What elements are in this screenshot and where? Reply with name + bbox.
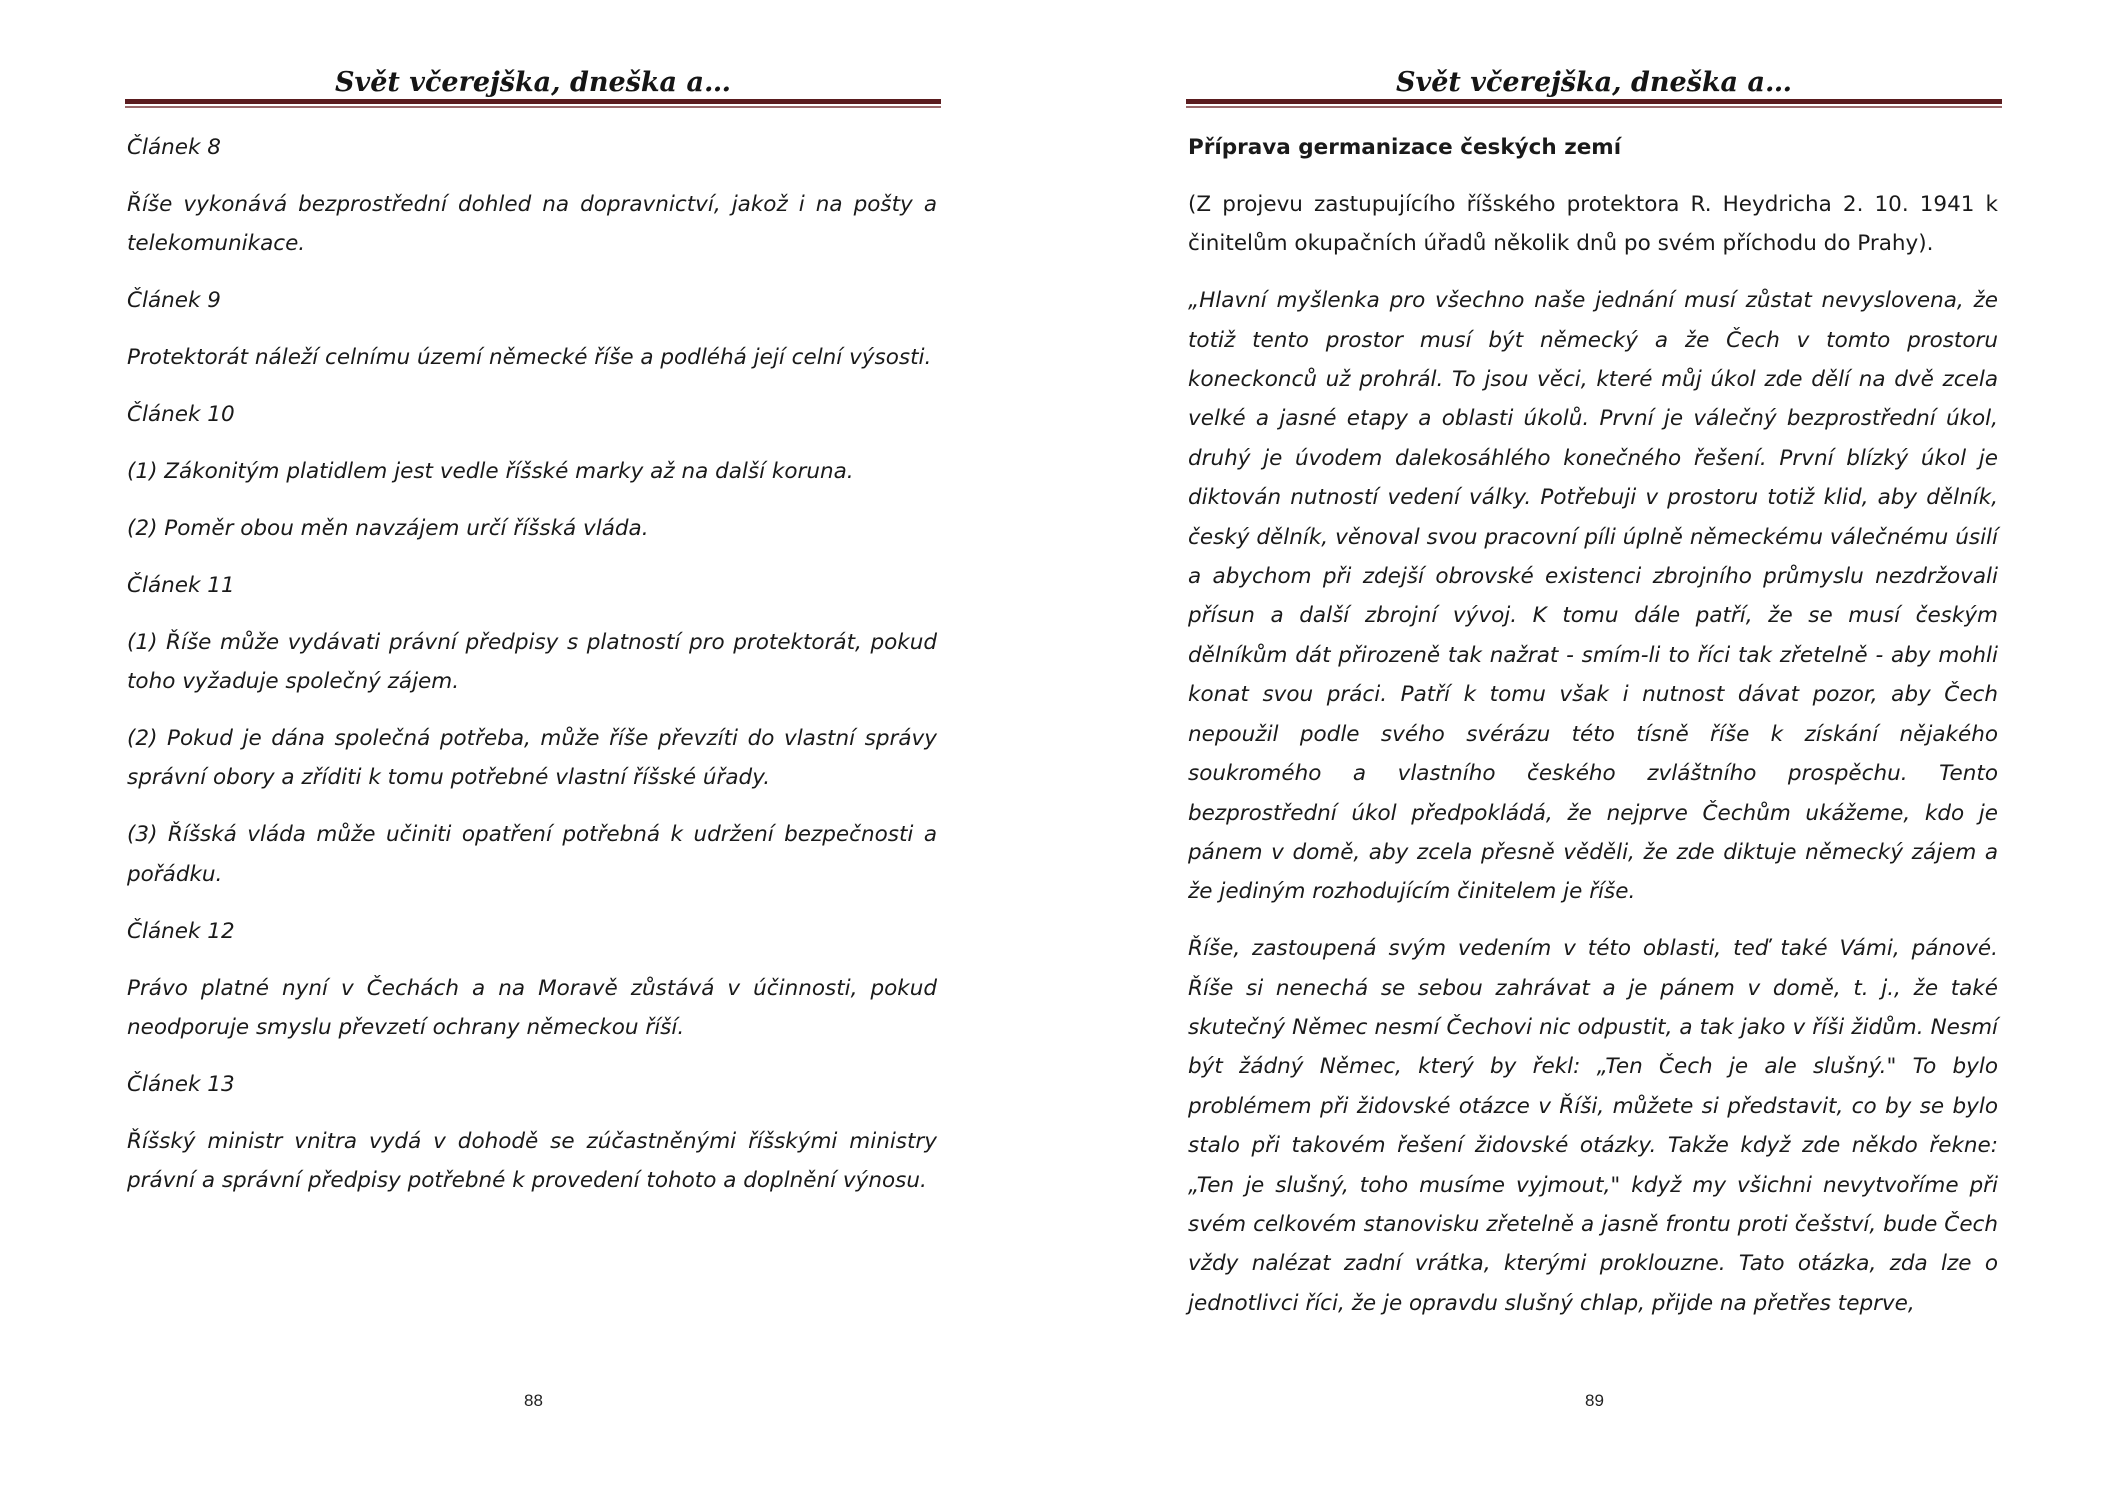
paragraph: Říše vykonává bezprostřední dohled na dopravnictví, jakož i na pošty a telekomunikace. xyxy=(127,191,937,257)
paragraph: (2) Poměr obou měn navzájem určí říšská vláda. xyxy=(127,515,649,541)
article-heading: Článek 10 xyxy=(127,402,235,428)
intro-paragraph: (Z projevu zastupujícího říšského protektora R. Heydricha 2. 10. 1941 k činitelům okupačních úřadů několik dnů po svém příchodu do Prahy). xyxy=(1188,191,1998,257)
page-body xyxy=(127,128,937,1218)
paragraph: (1) Říše může vydávati právní předpisy s platností pro protektorát, pokud toho vyžaduje společný zájem. xyxy=(127,629,937,695)
paragraph: (1) Zákonitým platidlem jest vedle říšské marky až na další koruna. xyxy=(127,458,854,484)
page-number: 89 xyxy=(1585,1391,1604,1410)
header-rule xyxy=(125,99,941,108)
paragraph: (3) Říšská vláda může učiniti opatření potřebná k udržení bezpečnosti a pořádku. xyxy=(127,822,937,887)
article-heading: Článek 9 xyxy=(127,288,221,314)
quote-paragraph: „Hlavní myšlenka pro všechno naše jednání musí zůstat nevyslovena, že totiž tento prostor musí být německý a že Čech v tomto prostoru koneckonců už prohrál. To jsou věci, které můj úkol zde dělí na dvě zcela velké a jasné etapy a oblasti úkolů. První je válečný bezprostřední úkol, druhý je úvodem dalekosáhlého konečného řešení. První blízký úkol je diktován nutností vedení války. Potřebuji v prostoru totiž klid, aby dělník, český dělník, věnoval svou pracovní píli úplně německému válečnému úsilí a abychom při zdejší obrovské existenci zbrojního průmyslu nezdržovali přísun a další zbrojní vývoj. K tomu dále patří, že se musí českým dělníkům dát přirozeně tak nažrat - smím-li to říci tak zřetelně - aby mohli konat svou práci. Patří k tomu však i nutnost dávat pozor, aby Čech nepoužil podle svého svérázu této tísně říše k získání nějakého soukromého a vlastního českého zvláštního prospěchu. Tento bezprostřední úkol předpokládá, že nejprve Čechům ukážeme, kdo je pánem v domě, aby zcela přesně věděli, že zde diktuje německý zájem a že jediným rozhodujícím činitelem je říše. xyxy=(1188,288,1998,905)
page-number: 88 xyxy=(524,1391,543,1410)
article-heading: Článek 8 xyxy=(127,135,221,160)
article-heading: Článek 12 xyxy=(127,918,235,944)
article-heading: Článek 11 xyxy=(127,572,235,598)
quote-paragraph: Říše, zastoupená svým vedením v této oblasti, teď také Vámi, pánové. Říše si nenechá se sebou zahrávat a je pánem v domě, t. j., že také skutečný Němec nesmí Čechovi nic odpustit, a tak jako v říši židům. Nesmí být žádný Němec, který by řekl: „Ten Čech je ale slušný." To bylo problémem při židovské otázce v Říši, můžete si představit, co by se bylo stalo při takovém řešení židovské otázky. Takže když zde někdo řekne: „Ten je slušný, toho musíme vyjmout," když my všichni nevytvoříme při svém celkovém stanovisku zřetelně a jasně frontu proti češství, bude Čech vždy nalézat zadní vrátka, kterými proklouzne. Tato otázka, zda lze o jednotlivci říci, že je opravdu slušný chlap, přijde na přetřes teprve, xyxy=(1188,936,1998,1316)
paragraph: Protektorát náleží celnímu území německé říše a podléhá její celní výsosti. xyxy=(127,345,932,371)
running-header: Svět včerejška, dneška a… xyxy=(335,67,731,98)
header-rule xyxy=(1186,99,2002,108)
page-body xyxy=(1188,128,1998,1341)
paragraph: Říšský ministr vnitra vydá v dohodě se zúčastněnými říšskými ministry právní a správní předpisy potřebné k provedení tohoto a doplnění výnosu. xyxy=(127,1128,937,1194)
section-heading: Příprava germanizace českých zemí xyxy=(1188,135,1622,160)
paragraph: Právo platné nyní v Čechách a na Moravě zůstává v účinnosti, pokud neodporuje smyslu převzetí ochrany německou říší. xyxy=(127,975,937,1040)
running-header: Svět včerejška, dneška a… xyxy=(1396,67,1792,98)
paragraph: (2) Pokud je dána společná potřeba, může říše převzíti do vlastní správy správní obory a zříditi k tomu potřebné vlastní říšské úřady. xyxy=(127,725,937,791)
article-heading: Článek 13 xyxy=(127,1071,235,1097)
right-page xyxy=(1061,0,2122,1500)
